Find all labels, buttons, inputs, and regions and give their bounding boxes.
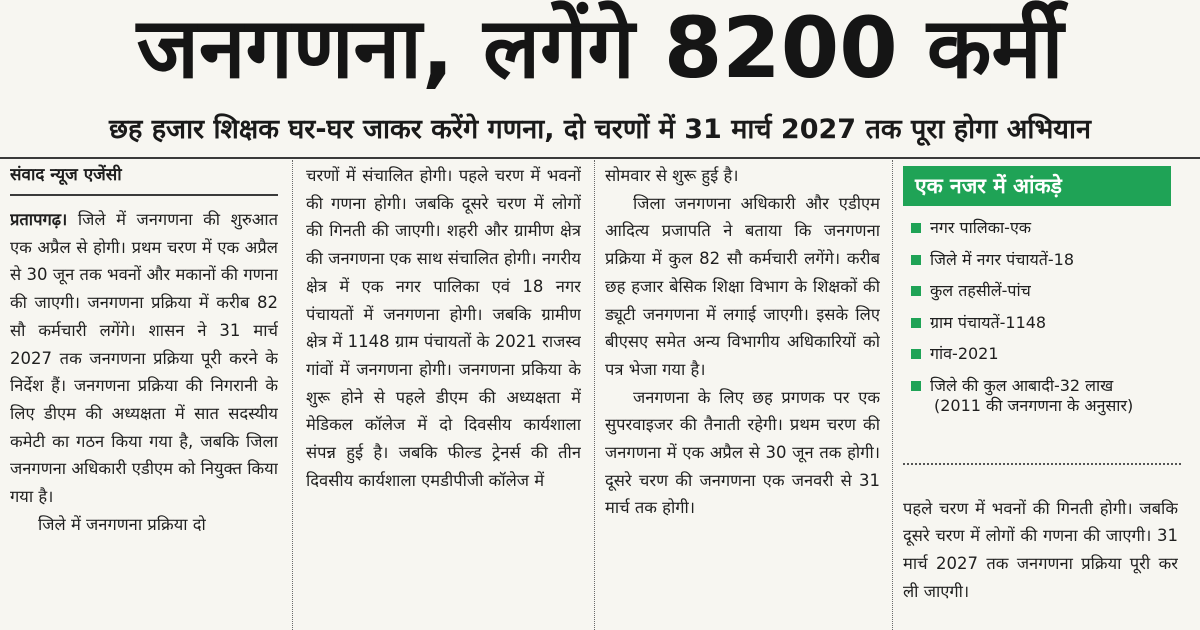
article-column-3: [605, 162, 880, 630]
column1-paragraph-1: [10, 206, 278, 511]
factbox-title: एक नजर में आंकड़े: [903, 166, 1171, 206]
square-bullet-icon: [911, 223, 921, 233]
column-divider: [594, 160, 596, 630]
square-bullet-icon: [911, 318, 921, 328]
article-column-2: [306, 162, 581, 630]
article-column-1: [10, 162, 278, 630]
factbox-list: [908, 212, 1178, 417]
factbox-item-text: जिले में नगर पंचायतें-18: [930, 249, 1075, 269]
factbox-item: [908, 338, 1178, 370]
article-column-5: [903, 478, 1178, 628]
square-bullet-icon: [911, 255, 921, 265]
square-bullet-icon: [911, 286, 921, 296]
factbox-item: [908, 307, 1178, 339]
column-divider: [892, 160, 894, 630]
column2-paragraph-1: चरणों में संचालित होगी। पहले चरण में भवनों की गणना होगी। जबकि दूसरे चरण में लोगों की गिनती की जाएगी। शहरी और ग्रामीण क्षेत्र की जनगणना एक साथ संचालित होगी। नगरीय क्षेत्र में एक नगर पालिका एवं 18 नगर पंचायतों में जनगणना होगी। जबकि ग्रामीण क्षेत्र में 1148 ग्राम पंचायतों के 2021 राजस्व गांवों में जनगणना होगी। जनगणना प्रकिया के शुरू होने से पहले डीएम की अध्यक्षता में मेडिकल कॉलेज में दो दिवसीय कार्यशाला संपन्न हुई है। जबकि फील्ड ट्रेनर्स की तीन दिवसीय कार्यशाला एमडीपीजी कॉलेज में: [306, 166, 581, 490]
headline: जनगणना, लगेंगे 8200 कर्मी: [136, 0, 1064, 97]
square-bullet-icon: [911, 349, 921, 359]
subheadline: छह हजार शिक्षक घर-घर जाकर करेंगे गणना, दो चरणों में 31 मार्च 2027 तक पूरा होगा अभियान: [109, 114, 1091, 145]
byline: संवाद न्यूज एजेंसी: [10, 162, 278, 196]
header-rule: [0, 157, 1200, 159]
square-bullet-icon: [911, 381, 921, 391]
column3-paragraph-2: जिला जनगणना अधिकारी और एडीएम आदित्य प्रजापति ने बताया कि जनगणना प्रक्रिया में कुल 82 सौ कर्मचारी लगेंगे। करीब छह हजार बेसिक शिक्षा विभाग के शिक्षकों की ड्यूटी जनगणना में लगाई जाएगी। इसके लिए बीएसए समेत अन्य विभागीय अधिकारियों को पत्र भेजा गया है।: [605, 193, 880, 379]
column5-paragraph-1: पहले चरण में भवनों की गिनती होगी। जबकि दूसरे चरण में लोगों की गणना की जाएगी। 31 मार्च 2027 तक जनगणना प्रक्रिया पूरी कर ली जाएगी।: [903, 498, 1178, 601]
factbox-item-note: (2011 की जनगणना के अनुसार): [934, 396, 1134, 415]
column3-paragraph-1: सोमवार से शुरू हुई है।: [605, 166, 739, 185]
factbox-item: [908, 275, 1178, 307]
column1-paragraph-1-text: जिले में जनगणना की शुरुआत एक अप्रैल से होगी। प्रथम चरण में एक अप्रैल से 30 जून तक भवनों और मकानों की गणना की जाएगी। जनगणना प्रक्रिया में करीब 82 सौ कर्मचारी लगेंगे। शासन ने 31 मार्च 2027 तक जनगणना प्रक्रिया पूरी करने के निर्देश हैं। जनगणना प्रक्रिया की निगरानी के लिए डीएम की अध्यक्षता में सात सदस्यीय कमेटी का गठन किया गया है, जबकि जिला जनगणना अधिकारी एडीएम को नियुक्त किया गया है।: [10, 210, 278, 507]
factbox-item: [908, 370, 1178, 418]
factbox-item-text: जिले की कुल आबादी-32 लाख: [930, 375, 1114, 395]
factbox-item-text: ग्राम पंचायतें-1148: [930, 312, 1047, 332]
column-divider: [292, 160, 294, 630]
factbox-item-text: कुल तहसीलें-पांच: [930, 281, 1031, 300]
column1-paragraph-2: जिले में जनगणना प्रक्रिया दो: [38, 514, 206, 534]
column3-paragraph-3: जनगणना के लिए छह प्रगणक पर एक सुपरवाइजर की तैनाती रहेगी। प्रथम चरण की जनगणना में एक अप्रैल से 30 जून तक होगी। दूसरे चरण की जनगणना एक जनवरी से 31 मार्च तक होगी।: [605, 387, 880, 518]
factbox-item: [908, 244, 1178, 276]
dateline: प्रतापगढ़।: [10, 210, 68, 229]
factbox-item: [908, 212, 1178, 244]
factbox-item-text: गांव-2021: [930, 344, 999, 363]
factbox-item-text: नगर पालिका-एक: [930, 218, 1032, 237]
factbox-bottom-rule: [903, 463, 1181, 465]
